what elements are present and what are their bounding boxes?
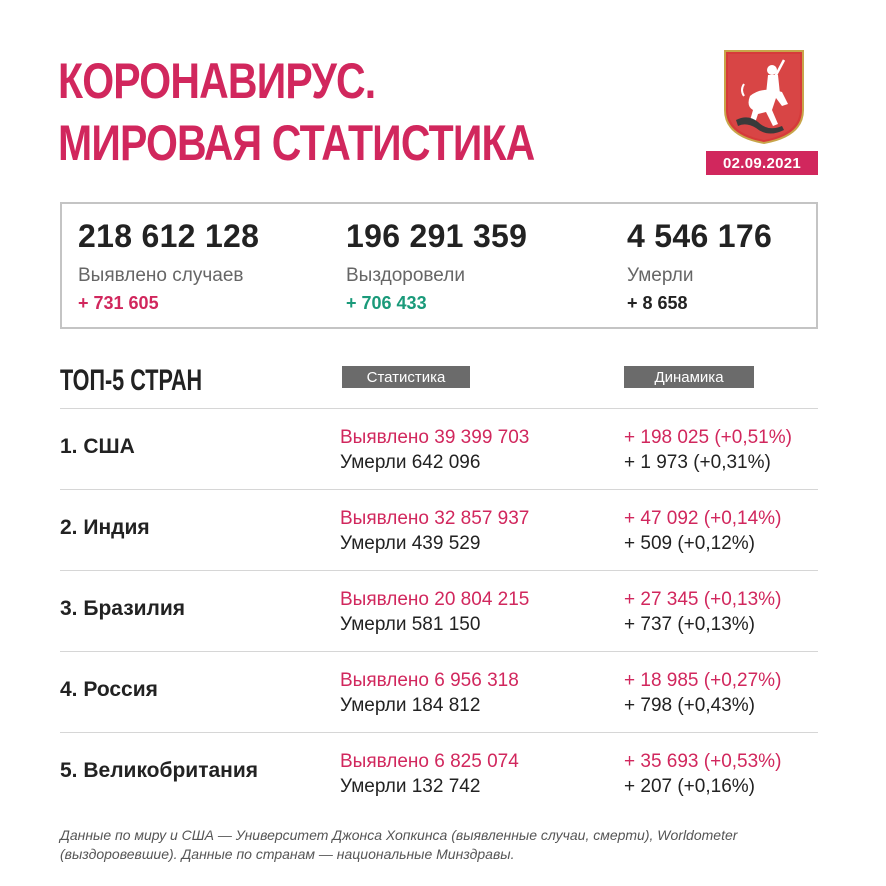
cases-value: Выявлено 6 825 074 — [340, 751, 519, 772]
cases-value: Выявлено 20 804 215 — [340, 589, 530, 610]
table-row — [60, 408, 818, 489]
source-note-line2: (выздоровевшие). Данные по странам — национальные Минздравы. — [60, 846, 515, 862]
cases-delta: + 18 985 (+0,27%) — [624, 670, 782, 691]
top-countries-title: ТОП-5 СТРАН — [60, 364, 203, 397]
page-title-line1: КОРОНАВИРУС. — [58, 53, 376, 109]
source-note — [60, 826, 830, 864]
deaths-delta: + 798 (+0,43%) — [624, 695, 755, 716]
world-stat-deaths — [627, 218, 772, 314]
deaths-delta: + 207 (+0,16%) — [624, 776, 755, 797]
country-name: 3. Бразилия — [60, 597, 186, 620]
deaths-delta: + 737 (+0,13%) — [624, 614, 755, 635]
stat-label: Выявлено случаев — [78, 265, 244, 286]
table-row — [60, 732, 818, 813]
stat-delta: + 8 658 — [627, 293, 688, 313]
deaths-value: Умерли 642 096 — [340, 452, 481, 473]
stat-delta: + 706 433 — [346, 293, 427, 313]
page-title-line2: МИРОВАЯ СТАТИСТИКА — [58, 115, 535, 171]
stat-label: Выздоровели — [346, 265, 465, 286]
table-row — [60, 570, 818, 651]
country-name: 2. Индия — [60, 516, 150, 539]
source-note-line1: Данные по миру и США — Университет Джонса Хопкинса (выявленные случаи, смерти), Worldometer — [60, 827, 738, 843]
stat-label: Умерли — [627, 265, 694, 286]
country-name: 1. США — [60, 435, 135, 458]
deaths-value: Умерли 132 742 — [340, 776, 481, 797]
world-stat-recovered — [346, 218, 527, 314]
stat-value: 4 546 176 — [627, 218, 773, 254]
cases-delta: + 27 345 (+0,13%) — [624, 589, 782, 610]
cases-value: Выявлено 32 857 937 — [340, 508, 530, 529]
page-title — [58, 50, 566, 174]
deaths-delta: + 509 (+0,12%) — [624, 533, 755, 554]
country-name: 5. Великобритания — [60, 759, 259, 782]
deaths-delta: + 1 973 (+0,31%) — [624, 452, 771, 473]
cases-value: Выявлено 39 399 703 — [340, 427, 530, 448]
stat-value: 196 291 359 — [346, 218, 528, 254]
deaths-value: Умерли 439 529 — [340, 533, 481, 554]
table-row — [60, 651, 818, 732]
cases-value: Выявлено 6 956 318 — [340, 670, 519, 691]
cases-delta: + 198 025 (+0,51%) — [624, 427, 792, 448]
country-name: 4. Россия — [60, 678, 158, 701]
table-row — [60, 489, 818, 570]
moscow-coat-of-arms-icon — [722, 48, 806, 146]
cases-delta: + 35 693 (+0,53%) — [624, 751, 782, 772]
stat-value: 218 612 128 — [78, 218, 260, 254]
world-stats-box — [60, 202, 818, 329]
deaths-value: Умерли 581 150 — [340, 614, 481, 635]
deaths-value: Умерли 184 812 — [340, 695, 481, 716]
date-badge: 02.09.2021 — [706, 151, 818, 175]
world-stat-cases — [78, 218, 259, 314]
column-header-dynamics: Динамика — [624, 366, 754, 388]
stat-delta: + 731 605 — [78, 293, 159, 313]
cases-delta: + 47 092 (+0,14%) — [624, 508, 782, 529]
column-header-stats: Статистика — [342, 366, 470, 388]
